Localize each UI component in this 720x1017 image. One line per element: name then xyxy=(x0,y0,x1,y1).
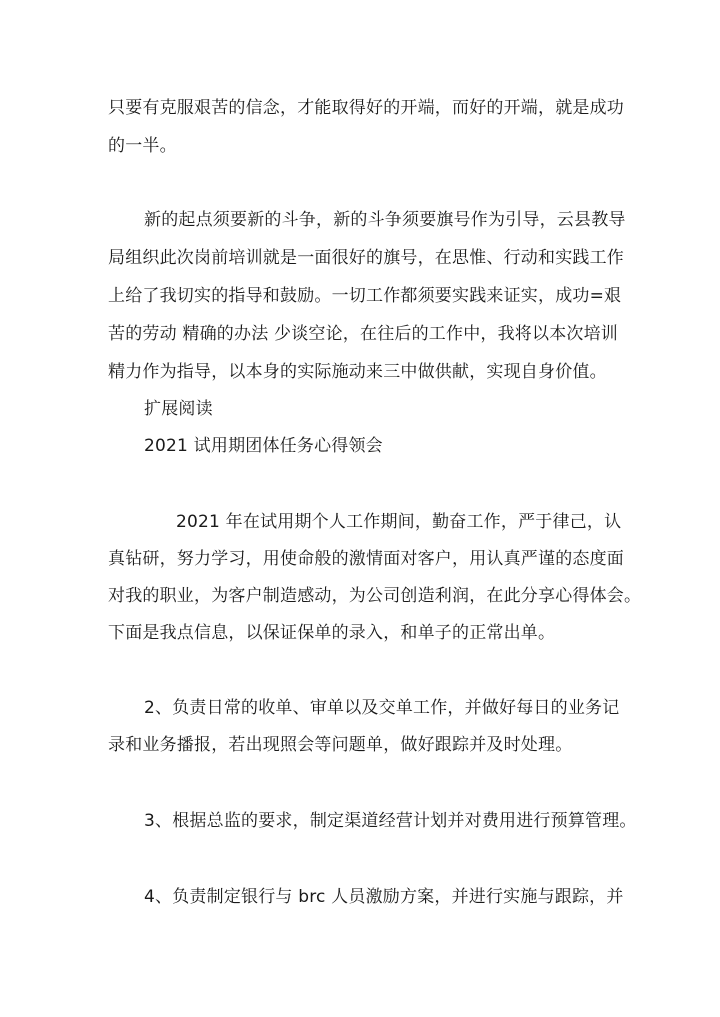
paragraph-line: 的一半。 xyxy=(108,136,177,156)
paragraph-line: 新的起点须要新的斗争，新的斗争须要旗号作为引导，云县教导 xyxy=(144,210,626,230)
paragraph-line: 局组织此次岗前培训就是一面很好的旗号，在思惟、行动和实践工作 xyxy=(108,248,624,268)
section-heading: 扩展阅读 xyxy=(144,399,213,419)
list-item: 3、根据总监的要求，制定渠道经营计划并对费用进行预算管理。 xyxy=(144,811,637,831)
paragraph-line: 真钻研，努力学习，用使命般的激情面对客户，用认真严谨的态度面 xyxy=(108,549,624,569)
list-item-continuation: 录和业务播报，若出现照会等问题单，做好跟踪并及时处理。 xyxy=(108,735,573,755)
paragraph-line: 下面是我点信息，以保证保单的录入，和单子的正常出单。 xyxy=(108,623,556,643)
paragraph-line: 对我的职业，为客户制造感动，为公司创造利润，在此分享心得体会。 xyxy=(108,586,642,606)
list-item: 2、负责日常的收单、审单以及交单工作，并做好每日的业务记 xyxy=(144,698,620,718)
paragraph-line: 苦的劳动 精确的办法 少谈空论，在往后的工作中，我将以本次培训 xyxy=(108,324,619,344)
article-title: 2021 试用期团体任务心得领会 xyxy=(144,436,383,456)
paragraph-line: 2021 年在试用期个人工作期间，勤奋工作，严于律己，认 xyxy=(176,512,622,532)
paragraph-line: 上给了我切实的指导和鼓励。一切工作都须要实践来证实，成功=艰 xyxy=(108,286,622,306)
list-item: 4、负责制定银行与 brc 人员激励方案，并进行实施与跟踪，并 xyxy=(144,887,624,907)
paragraph-line: 只要有克服艰苦的信念，才能取得好的开端，而好的开端，就是成功 xyxy=(108,98,624,118)
paragraph-line: 精力作为指导，以本身的实际施动来三中做供献，实现自身价值。 xyxy=(108,362,607,382)
